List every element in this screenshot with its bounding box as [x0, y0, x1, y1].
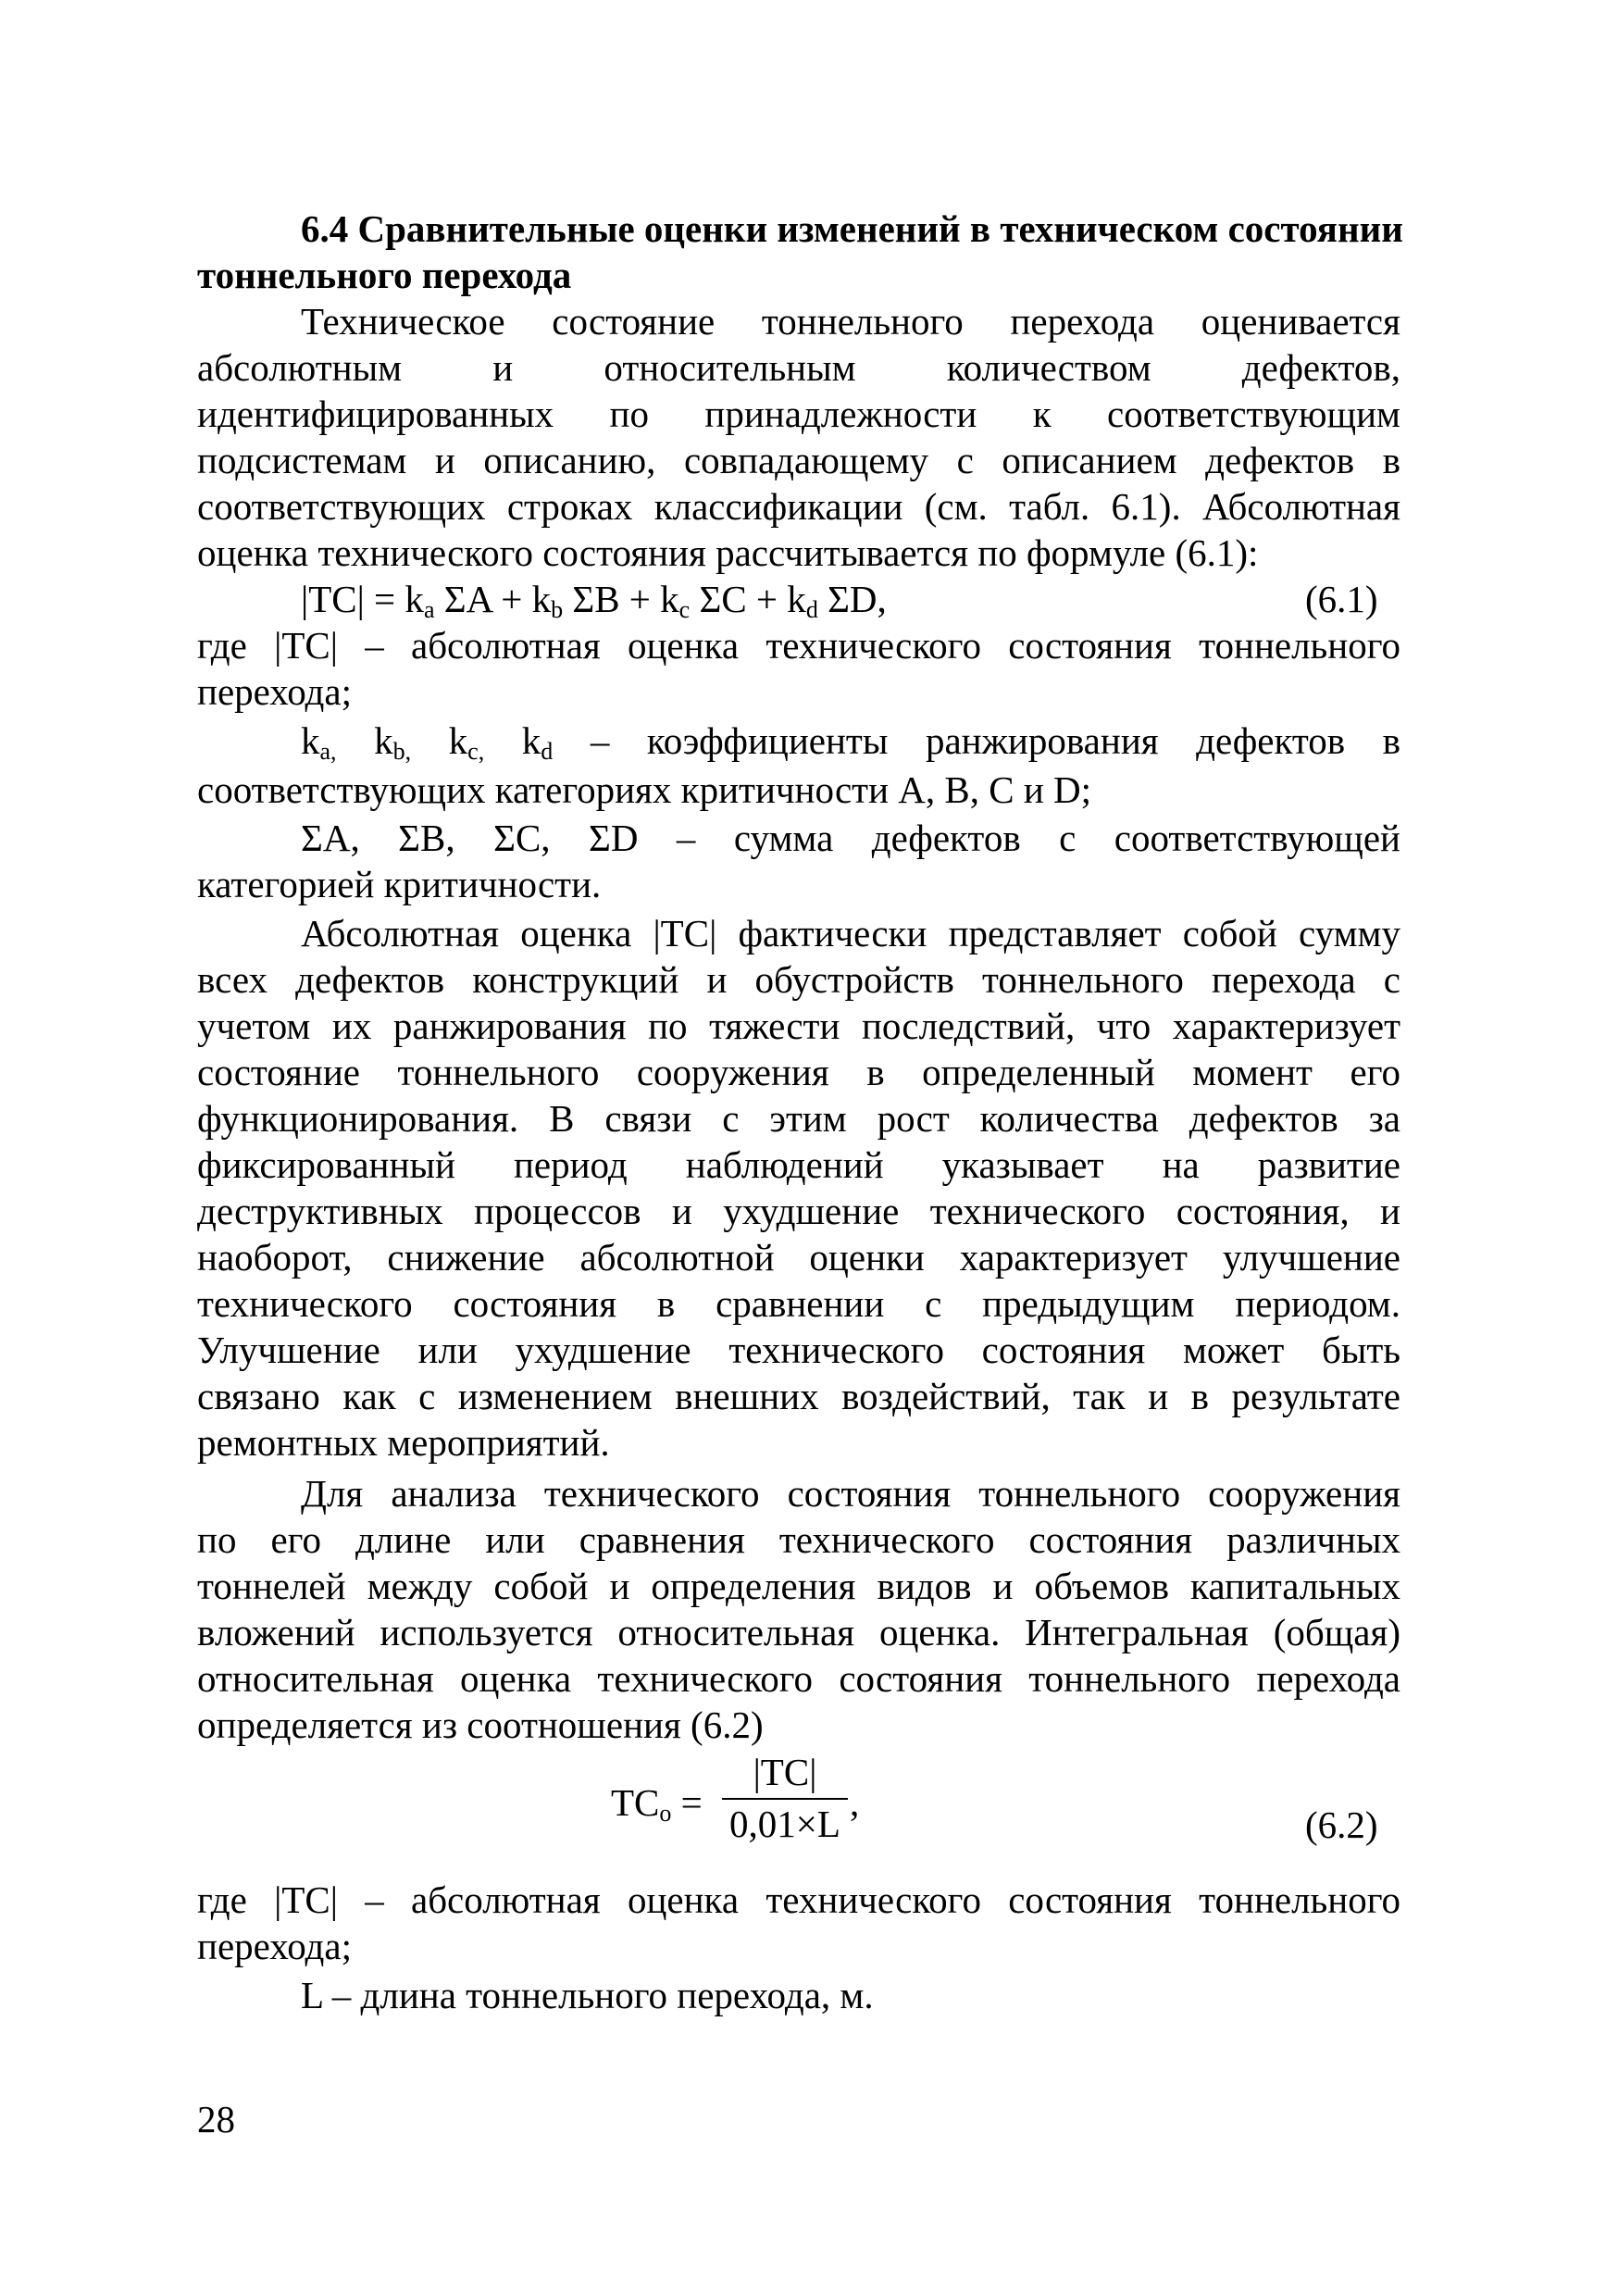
paragraph-line: учетом их ранжирования по тяжести последствий, что характеризует	[197, 1004, 1400, 1047]
paragraph-line: тоннелей между собой и определения видов и объемов капитальных	[197, 1565, 1400, 1607]
paragraph-line: связано как с изменением внешних воздействий, так и в результате	[197, 1375, 1400, 1417]
paragraph-line: Для анализа технического состояния тоннельного сооружения	[301, 1472, 1400, 1515]
paragraph-line: фиксированный период наблюдений указывает на развитие	[197, 1143, 1400, 1186]
paragraph-line: идентифицированных по принадлежности к соответствующим	[197, 393, 1400, 435]
paragraph-line: определяется из соотношения (6.2)	[197, 1703, 764, 1746]
paragraph-line: наоборот, снижение абсолютной оценки характеризует улучшение	[197, 1236, 1400, 1279]
equation-number-6-2: (6.2)	[1305, 1803, 1378, 1846]
paragraph-line: технического состояния в сравнении с предыдущим периодом.	[197, 1282, 1400, 1325]
paragraph-line: Абсолютная оценка |TC| фактически представляет собой сумму	[301, 912, 1400, 955]
definition-line: перехода;	[197, 670, 353, 713]
fraction-denominator: 0,01×L	[729, 1803, 840, 1845]
paragraph-line: абсолютным и относительным количеством дефектов,	[197, 346, 1400, 389]
definition-line: перехода;	[197, 1925, 353, 1967]
equation-number-6-1: (6.1)	[1305, 578, 1378, 620]
sums-definition: ΣA, ΣB, ΣC, ΣD – сумма дефектов с соответствующей	[301, 817, 1400, 859]
paragraph-line: относительная оценка технического состояния тоннельного перехода	[197, 1657, 1400, 1700]
paragraph-line: ремонтных мероприятий.	[197, 1421, 610, 1464]
length-definition: L – длина тоннельного перехода, м.	[301, 1974, 874, 2016]
definition-line: где |TC| – абсолютная оценка технического состояния тоннельного	[197, 624, 1400, 667]
paragraph-line: состояние тоннельного сооружения в определенный момент его	[197, 1051, 1400, 1093]
paragraph-line: Улучшение или ухудшение технического состояния может быть	[197, 1329, 1400, 1371]
fraction-bar	[722, 1798, 848, 1800]
paragraph-line: вложений используется относительная оценка. Интегральная (общая)	[197, 1611, 1400, 1653]
paragraph-line: функционирования. В связи с этим рост количества дефектов за	[197, 1097, 1400, 1140]
formula-lhs: $TC_o$ =	[611, 1781, 703, 1827]
definition-line: соответствующих категориях критичности A, B, C и D;	[197, 768, 1092, 811]
paragraph-line: оценка технического состояния рассчитывается по формуле (6.1):	[197, 531, 1259, 574]
paragraph-line: подсистемам и описанию, совпадающему с описанием дефектов в	[197, 439, 1400, 481]
paragraph-line: всех дефектов конструкций и обустройств тоннельного перехода с	[197, 958, 1400, 1001]
coefficients-definition: $k_{a,}$ $k_{b,}$ $k_{c,}$ $k_d$ – коэффициенты ранжирования дефектов в	[301, 719, 1401, 765]
section-heading-line2: тоннельного перехода	[197, 254, 572, 296]
formula-6-1: $|TC| = k_a$ $\Sigma A + k_b$ $\Sigma B + k_c$ $\Sigma C + k_d$ ΣD,	[301, 578, 887, 623]
paragraph-line: Техническое состояние тоннельного перехода оценивается	[301, 300, 1400, 343]
fraction-numerator: |TC|	[753, 1751, 817, 1793]
definition-line: категорией критичности.	[197, 863, 602, 905]
page-number: 28	[197, 2098, 235, 2140]
section-heading-line1: 6.4 Сравнительные оценки изменений в техническом состоянии	[301, 207, 1403, 250]
formula-comma: ,	[850, 1781, 860, 1824]
paragraph-line: соответствующих строках классификации (см. табл. 6.1). Абсолютная	[197, 485, 1400, 528]
definition-line: где |TC| – абсолютная оценка технического состояния тоннельного	[197, 1878, 1400, 1921]
paragraph-line: деструктивных процессов и ухудшение технического состояния, и	[197, 1190, 1400, 1232]
paragraph-line: по его длине или сравнения технического состояния различных	[197, 1518, 1400, 1561]
